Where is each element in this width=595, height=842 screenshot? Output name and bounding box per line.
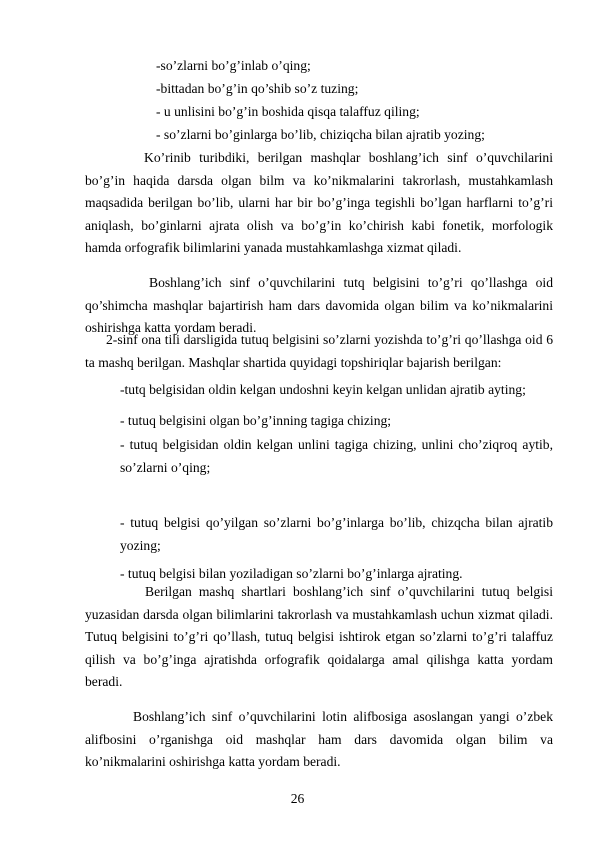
list2-item-2: - tutuq belgisini olgan bo’g’inning tagiga chizing; [120, 413, 392, 428]
list1-item-3: - u unlisini bo’g’in boshida qisqa talaffuz qiling; [156, 104, 420, 119]
paragraph-4: Berilgan mashq shartlari boshlang’ich sinf o’quvchilarini tutuq belgisi yuzasidan darsda olgan bilimlarini takrorlash va mustahkamlash uchun xizmat qiladi. Tutuq belgisini to’g’ri qo’llash, tutuq belgisi ishtirok etgan so’zlarni to’g’ri talaffuz qilish va bo’g’inga ajratishda orfografik qoidalarga amal qilishga katta yordam beradi. [85, 584, 553, 690]
paragraph-3: 2-sinf ona tili darsligida tutuq belgisini so’zlarni yozishda to’g’ri qo’llashga oid 6 ta mashq berilgan. Mashqlar shartida quyidagi topshiriqlar bajarish berilgan: [85, 332, 553, 370]
list1-item-4: - so’zlarni bo’ginlarga bo’lib, chiziqcha bilan ajratib yozing; [156, 127, 485, 142]
page-number: 26 [290, 791, 305, 806]
list2-item-3: - tutuq belgisidan oldin kelgan unlini tagiga chizing, unlini cho’ziqroq aytib, so’zlarni o’qing; [120, 437, 553, 475]
list2-item-1: -tutq belgisidan oldin kelgan undoshni keyin kelgan unlidan ajratib ayting; [120, 382, 526, 397]
paragraph-1: Ko’rinib turibdiki, berilgan mashqlar boshlang’ich sinf o’quvchilarini bo’g’in haqida darsda olgan bilm va ko’nikmalarini takrorlash, mustahkamlash maqsadida berilgan bo’lib, ularni har bir bo’g’inga tegishli bo’lgan harflarni to’g’ri aniqlash, bo’ginlarni ajrata olish va bo’g’in ko’chirish kabi fonetik, morfologik hamda orfografik bilimlarini yanada mustahkamlashga xizmat qiladi. [85, 150, 553, 256]
list2-item-4: - tutuq belgisi qo’yilgan so’zlarni bo’g’inlarga bo’lib, chizqcha bilan ajratib yozing; [120, 515, 553, 553]
paragraph-5: Boshlang’ich sinf o’quvchilarini lotin alifbosiga asoslangan yangi o’zbek alifbosini o’rganishga oid mashqlar ham dars davomida olgan bilim va ko’nikmalarini oshirishga katta yordam beradi. [85, 709, 553, 770]
list1-item-2: -bittadan bo’g’in qo’shib so’z tuzing; [156, 81, 359, 96]
list1-item-1: -so’zlarni bo’g’inlab o’qing; [156, 58, 311, 73]
paragraph-2: Boshlang’ich sinf o’quvchilarini tutq belgisini to’g’ri qo’llashga oid qo’shimcha mashqlar bajartirish ham dars davomida olgan bilim va ko’nikmalarini oshirishga katta yordam beradi. [85, 275, 553, 336]
list2-item-5: - tutuq belgisi bilan yoziladigan so’zlarni bo’g’inlarga ajrating. [120, 566, 463, 581]
